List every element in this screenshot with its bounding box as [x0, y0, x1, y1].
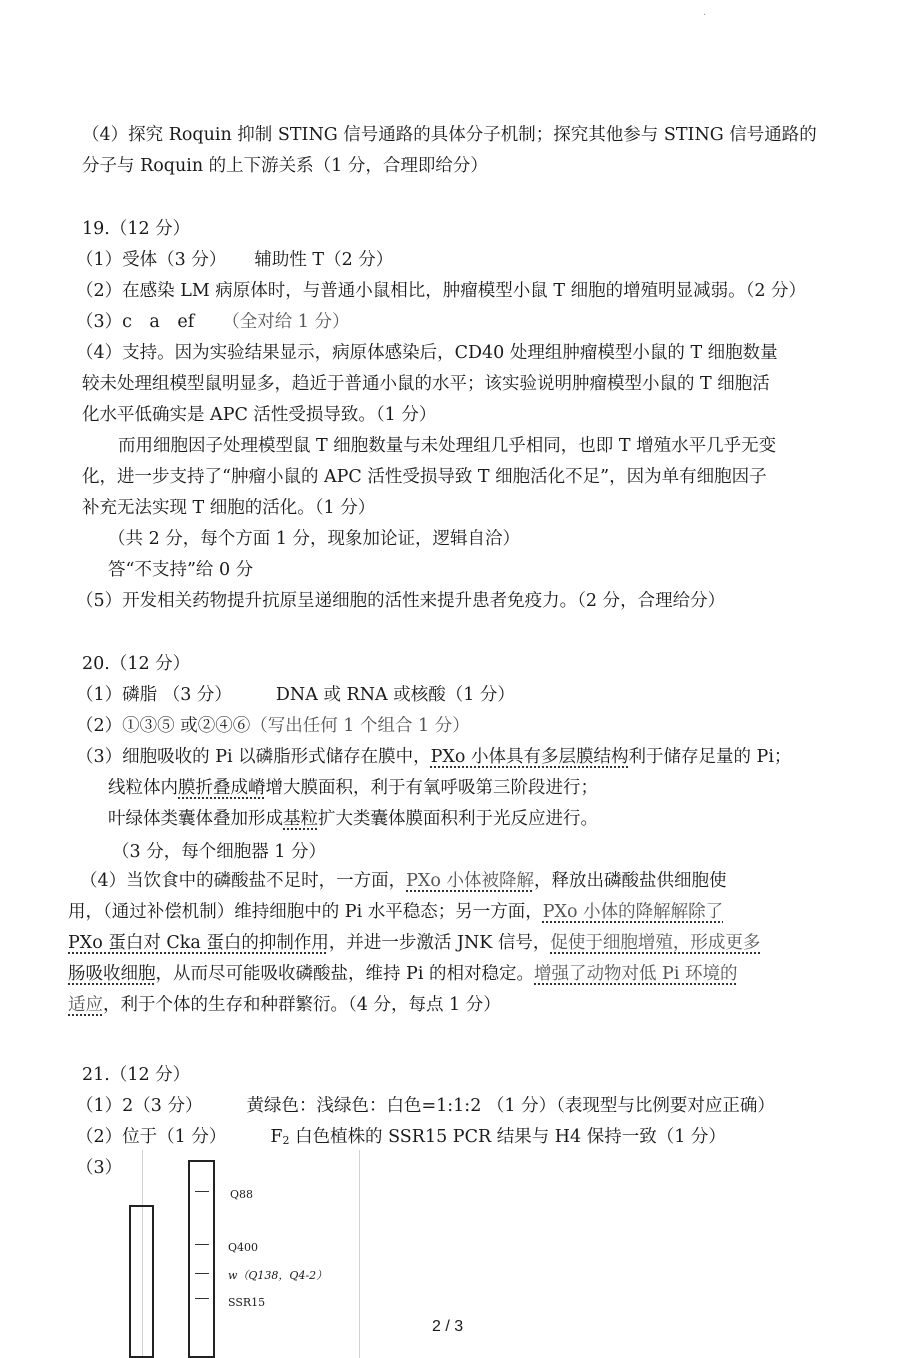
q20-part4-line5 [68, 993, 501, 1017]
q20-part3-text: （3）细胞吸收的 Pi 以磷脂形式储存在膜中， [76, 747, 431, 767]
gel-lane-left [129, 1205, 154, 1358]
q20-part4-text: ，并进一步激活 JNK 信号， [328, 933, 551, 953]
q20-part4-keypoint: PXo 小体的降解解除了 [542, 902, 724, 922]
q20-part4-keypoint: 增强了动物对低 Pi 环境的 [534, 964, 738, 984]
gel-label-ssr15: SSR15 [228, 1296, 266, 1309]
q20-part3-keypoint: 膜折叠成嵴 [178, 778, 266, 798]
q19-part3 [76, 310, 349, 334]
q20-part1-answer-b: DNA 或 RNA 或核酸（1 分） [275, 685, 515, 705]
q19-part2: （2）在感染 LM 病原体时，与普通小鼠相比，肿瘤模型小鼠 T 细胞的增殖明显减弱。（2 分） [76, 281, 807, 301]
q19-part4-line1: （4）支持。因为实验结果显示，病原体感染后，CD40 处理组肿瘤模型小鼠的 T 细胞数量 [76, 343, 778, 363]
q19-part1-answer-b: 辅助性 T（2 分） [254, 250, 394, 270]
q20-part4-text: 用，（通过补偿机制）维持细胞中的 Pi 水平稳态；另一方面， [68, 902, 543, 922]
q20-part2-answer: （2）①③⑤ 或②④⑥ [76, 716, 251, 736]
q19-part5: （5）开发相关药物提升抗原呈递细胞的活性来提升患者免疫力。（2 分，合理给分） [76, 591, 726, 611]
q20-part3-text: 叶绿体类囊体叠加形成 [108, 809, 283, 829]
gel-band [195, 1191, 209, 1192]
q20-part4-keypoint: 肠吸收细胞 [68, 964, 156, 984]
q20-part3-text: 利于储存足量的 Pi； [628, 747, 792, 767]
q18-part4-line1: （4）探究 Roquin 抑制 STING 信号通路的具体分子机制；探究其他参与 STING 信号通路的 [82, 125, 817, 145]
q20-part3-line1 [76, 745, 791, 769]
q20-part2-note: （写出任何 1 个组合 1 分） [250, 716, 470, 736]
gel-band [195, 1273, 209, 1274]
q21-heading: 21.（12 分） [82, 1065, 191, 1085]
q19-part3-note: （全对给 1 分） [222, 312, 350, 332]
q19-part3-answer: （3）c a ef [76, 312, 195, 332]
q21-part1-answer-b: 黄绿色：浅绿色：白色=1:1:2 （1 分）（表现型与比例要对应正确） [246, 1096, 775, 1116]
gel-band [195, 1244, 209, 1245]
gel-label-q88: Q88 [230, 1188, 254, 1201]
q20-part3-text: 增大膜面积，利于有氧呼吸第三阶段进行； [265, 778, 598, 798]
gel-label-q400: Q400 [228, 1241, 259, 1254]
q20-part3-line3 [108, 807, 598, 831]
gel-label-w: w（Q138，Q4-2） [228, 1269, 328, 1282]
gel-band [195, 1298, 209, 1299]
q21-part1 [76, 1094, 775, 1118]
q20-part3-keypoint: 基粒 [283, 809, 318, 829]
q20-part3-keypoint: PXo 小体具有多层膜结构 [430, 747, 629, 767]
q19-part4-line5: 化，进一步支持了“肿瘤小鼠的 APC 活性受损导致 T 细胞活化不足”，因为单有细胞因子 [82, 467, 767, 487]
q19-part4-line3: 化水平低确实是 APC 活性受损导致。（1 分） [82, 405, 437, 425]
q21-part3-label: （3） [76, 1158, 123, 1178]
q19-part4-scoring-note: （共 2 分，每个方面 1 分，现象加论证，逻辑自洽） [108, 529, 521, 549]
q19-part1 [76, 248, 393, 272]
q18-part4-line2: 分子与 Roquin 的上下游关系（1 分，合理即给分） [82, 156, 488, 176]
q20-part3-text: 线粒体内 [108, 778, 178, 798]
page-number: 2 / 3 [432, 1318, 464, 1335]
q21-part1-answer-a: （1）2（3 分） [76, 1096, 203, 1116]
q19-part4-oppose-note: 答“不支持”给 0 分 [108, 560, 254, 580]
figure-guide-line [359, 1150, 360, 1358]
q20-part4-line3 [68, 931, 760, 955]
q19-part1-answer-a: （1）受体（3 分） [76, 250, 227, 270]
q20-part2 [76, 714, 470, 738]
q20-part4-keypoint: PXo 蛋白对 Cka 蛋白的抑制作用 [68, 933, 329, 953]
q20-part4-line2 [68, 900, 723, 924]
q20-part3-line2 [108, 776, 598, 800]
q19-part4-line6: 补充无法实现 T 细胞的活化。（1 分） [82, 498, 376, 518]
q19-heading: 19.（12 分） [82, 219, 191, 239]
q20-part3-scoring-note: （3 分，每个细胞器 1 分） [112, 842, 326, 862]
q21-part2-answer-a: （2）位于（1 分） [76, 1127, 227, 1147]
q20-part1-answer-a: （1）磷脂 （3 分） [76, 685, 232, 705]
q20-part4-keypoint: 促使于细胞增殖，形成更多 [550, 933, 761, 953]
q20-part4-keypoint: 适应 [68, 995, 103, 1015]
q20-part4-text: ，释放出磷酸盐供细胞使 [533, 871, 727, 891]
q19-part4-line4: 而用细胞因子处理模型鼠 T 细胞数量与未处理组几乎相同，也即 T 增殖水平几乎无变 [118, 436, 777, 456]
corner-mark: · [703, 10, 707, 21]
q20-part4-text: ，从而尽可能吸收磷酸盐，维持 Pi 的相对稳定。 [155, 964, 534, 984]
q21-part2 [76, 1125, 726, 1153]
q20-part4-keypoint: PXo 小体被降解 [406, 871, 534, 891]
q20-heading: 20.（12 分） [82, 654, 191, 674]
q20-part3-text: 扩大类囊体膜面积利于光反应进行。 [318, 809, 598, 829]
q20-part4-text: ，利于个体的生存和种群繁衍。（4 分，每点 1 分） [103, 995, 501, 1015]
q20-part4-line1 [80, 869, 726, 893]
q20-part1 [76, 683, 515, 707]
q20-part4-line4 [68, 962, 738, 986]
q21-part2-answer-b: $F_2$ 白色植株的 SSR15 PCR 结果与 H4 保持一致（1 分） [270, 1127, 726, 1147]
q20-part4-text: （4）当饮食中的磷酸盐不足时，一方面， [80, 871, 407, 891]
gel-lane-right [188, 1160, 215, 1358]
q19-part4-line2: 较未处理组模型鼠明显多，趋近于普通小鼠的水平；该实验说明肿瘤模型小鼠的 T 细胞活 [82, 374, 770, 394]
